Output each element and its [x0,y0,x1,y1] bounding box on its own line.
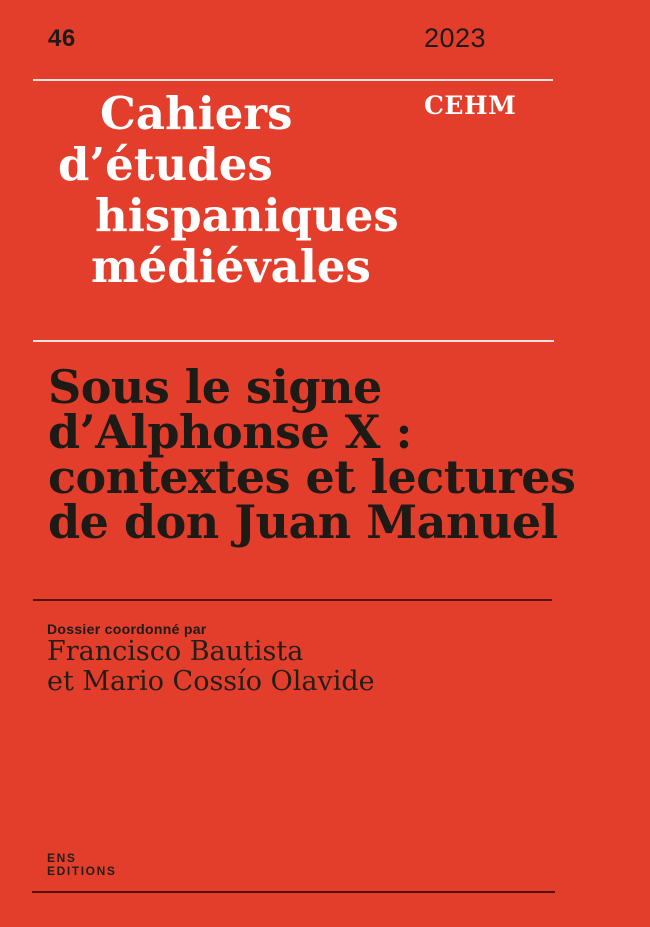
coordinator-name-line: Francisco Bautista [47,636,304,667]
publication-year: 2023 [424,23,487,53]
dossier-title-line: d’Alphonse X : [48,405,412,459]
imprint-acronym: CEHM [424,91,517,120]
publisher-logo [47,852,116,878]
journal-title-line: Cahiers [100,87,293,140]
journal-title-line: médiévales [91,240,371,293]
publisher-logo-line: ENS [47,851,77,865]
issue-number: 46 [48,25,76,52]
coordinators-names [47,637,375,697]
bottom-divider [32,891,555,893]
middle-divider [33,340,554,342]
coordinators-label: Dossier coordonné par [47,621,207,637]
journal-title-line: d’études [58,138,273,191]
dossier-title [48,360,576,549]
journal-title [0,88,399,292]
dossier-title-line: de don Juan Manuel [48,495,558,549]
coordinator-name-line: et Mario Cossío Olavide [47,666,375,697]
journal-title-line: hispaniques [95,189,399,242]
publisher-logo-line: EDITIONS [47,864,117,878]
dossier-title-line: Sous le signe [48,360,382,414]
top-divider [33,79,553,81]
dossier-title-line: contextes et lectures [48,450,576,504]
dossier-divider [33,599,552,601]
